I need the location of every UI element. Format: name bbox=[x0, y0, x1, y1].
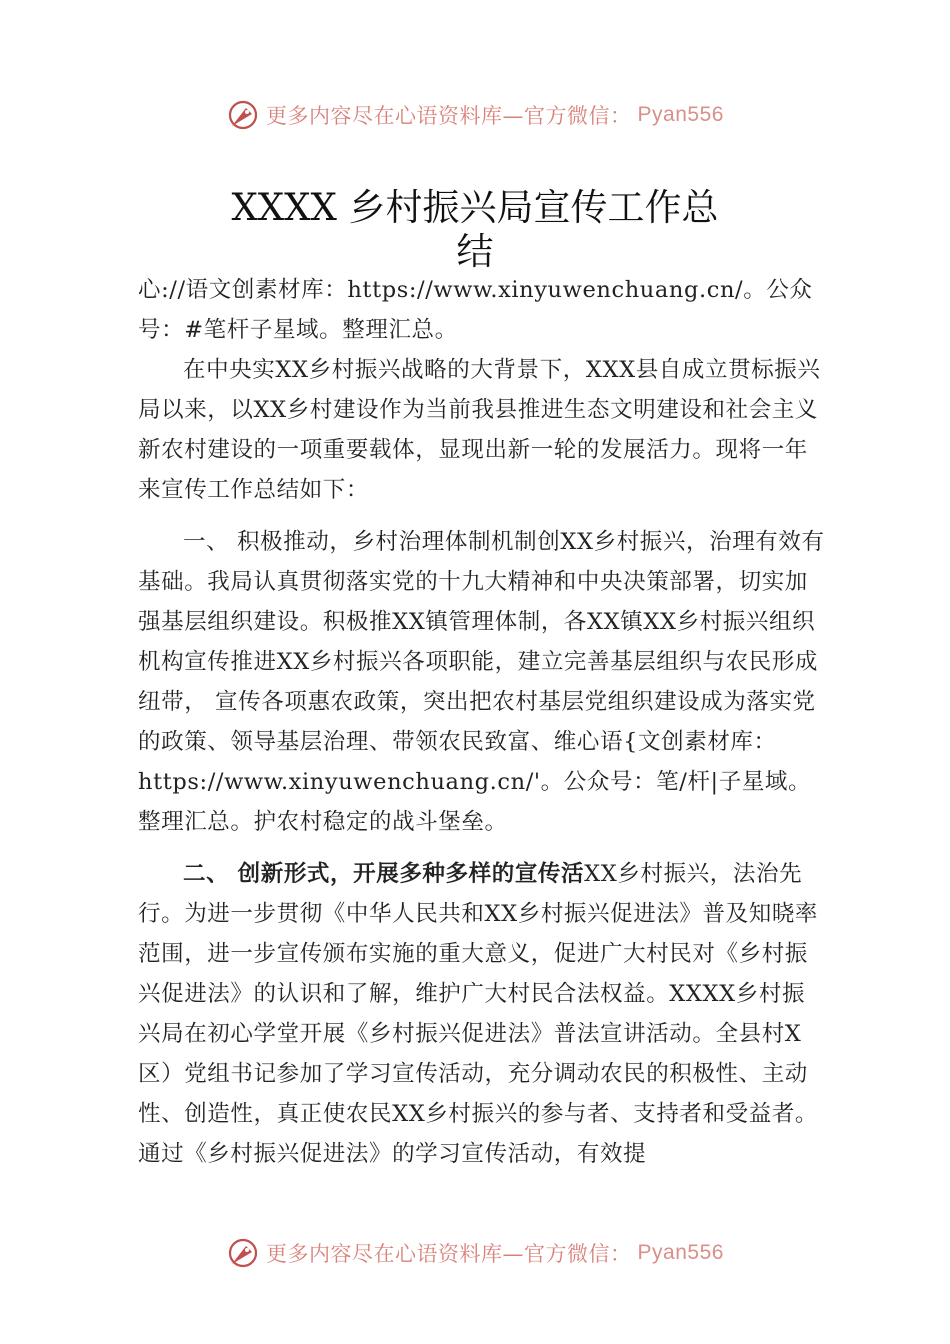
header-watermark bbox=[0, 95, 950, 135]
watermark-text: 更多内容尽在心语资料库—官方微信： bbox=[266, 104, 632, 128]
intro-paragraph: 在中央实XX乡村振兴战略的大背景下，XXX县自成立贯标振兴局以来，以XX乡村建设作为当前我县推进生态文明建设和社会主义新农村建设的一项重要载体，显现出新一轮的发展活力。现将一年来宣传工作总结如下： bbox=[138, 357, 821, 503]
section-2-heading: 二、 创新形式，开展多种多样的宣传活 bbox=[183, 861, 585, 887]
pen-nib-logo-icon bbox=[226, 98, 260, 132]
pen-nib-logo-icon bbox=[226, 1236, 260, 1270]
section-1-paragraph: 一、 积极推动，乡村治理体制机制创XX乡村振兴，治理有效有基础。我局认真贯彻落实党的十九大精神和中央决策部署，切实加强基层组织建设。积极推XX镇管理体制，各XX镇XX乡村振兴组织机构宣传推进XX乡村振兴各项职能，建立完善基层组织与农民形成纽带， 宣传各项惠农政策，突出把农村基层党组织建设成为落实党的政策、领导基层治理、带领农民致富、维心语{文创素材库：https://www.xinyuwenchuang.cn/'。公众号：笔/杆|子星域。整理汇总。护农村稳定的战斗堡垒。 bbox=[138, 529, 825, 835]
watermark-handle: Pyan556 bbox=[637, 103, 724, 126]
section-2-body: XX乡村振兴，法治先行。为进一步贯彻《中华人民共和XX乡村振兴促进法》普及知晓率范围，进一步宣传颁布实施的重大意义，促进广大村民对《乡村振兴促进法》的认识和了解，维护广大村民合法权益。XXXX乡村振兴局在初心学堂开展《乡村振兴促进法》普法宣讲活动。全县村X区）党组书记参加了学习宣传活动，充分调动农民的积极性、主动性、创造性，真正使农民XX乡村振兴的参与者、支持者和受益者。通过《乡村振兴促进法》的学习宣传活动，有效提 bbox=[138, 861, 819, 1167]
watermark-text: 更多内容尽在心语资料库—官方微信： bbox=[266, 1242, 632, 1266]
title-line-1: XXXX 乡村振兴局宣传工作总 bbox=[231, 186, 719, 229]
document-body bbox=[138, 270, 828, 1174]
footer-watermark bbox=[0, 1233, 950, 1273]
source-line: 心://语文创素材库：https://www.xinyuwenchuang.cn/。公众号：#笔杆子星域。整理汇总。 bbox=[138, 277, 813, 343]
document-title bbox=[0, 186, 950, 274]
section-2-paragraph bbox=[138, 854, 828, 1174]
title-line-2: 结 bbox=[456, 230, 494, 273]
watermark-handle: Pyan556 bbox=[637, 1241, 724, 1264]
